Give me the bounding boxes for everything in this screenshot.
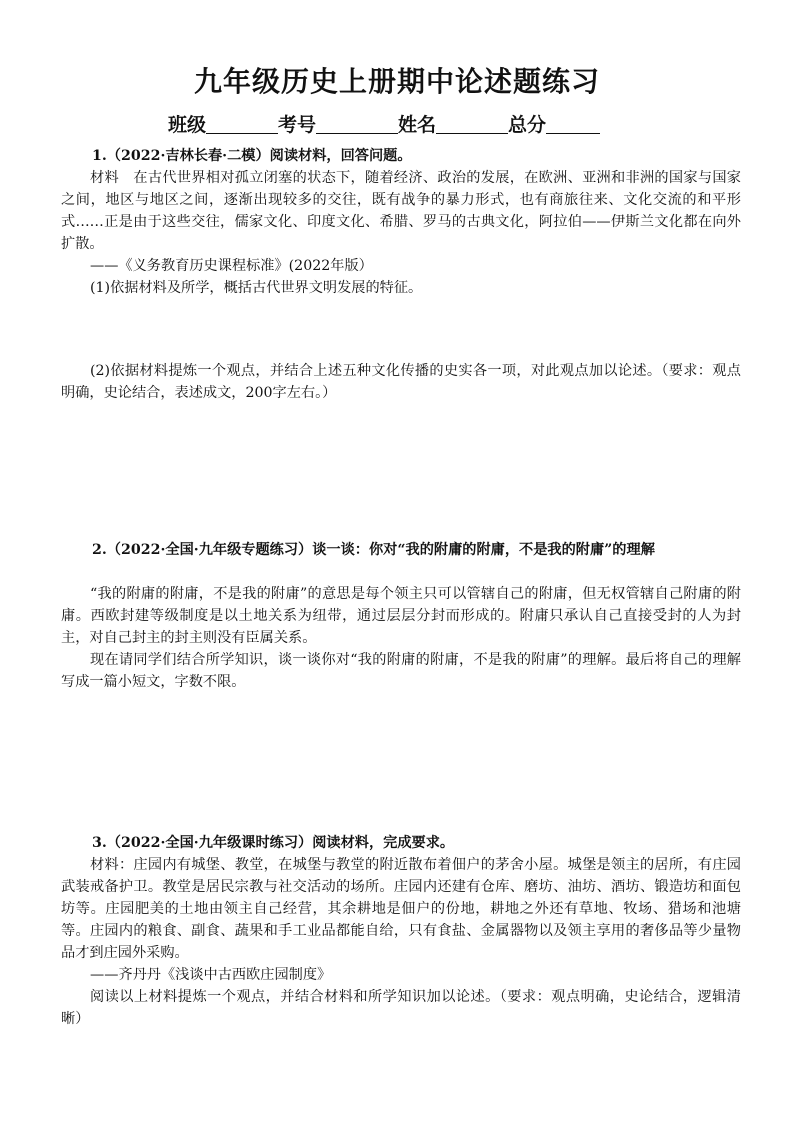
q2-paragraph-1: “我的附庸的附庸，不是我的附庸”的意思是每个领主只可以管辖自己的附庸，但无权管辖自己附庸的附庸。西欧封建等级制度是以土地关系为纽带，通过层层分封而形成的。附庸只承认自己直接受封的人为封主，对自己封主的封主则没有臣属关系。: [61, 586, 741, 646]
student-info-row: [168, 111, 638, 139]
q3-task: 阅读以上材料提炼一个观点，并结合材料和所学知识加以论述。（要求：观点明确，史论结合，逻辑清晰）: [61, 989, 741, 1027]
q2-paragraph-2: 现在请同学们结合所学知识，谈一谈你对“我的附庸的附庸，不是我的附庸”的理解。最后将自己的理解写成一篇小短文，字数不限。: [61, 652, 741, 690]
number-label: 考号: [278, 114, 317, 136]
q1-subquestion-2: (2)依据材料提炼一个观点，并结合上述五种文化传播的史实各一项，对此观点加以论述。（要求：观点明确，史论结合，表述成文，200字左右。）: [61, 363, 741, 401]
q1-material: 材料 在古代世界相对孤立闭塞的状态下，随着经济、政治的发展，在欧洲、亚洲和非洲的国家与国家之间，地区与地区之间，逐渐出现较多的交往，既有战争的暴力形式，也有商旅往来、文化交流的和平形式……正是由于这些交往，儒家文化、印度文化、希腊、罗马的古典文化，阿拉伯——伊斯兰文化都在向外扩散。: [61, 170, 741, 252]
name-label: 姓名: [398, 114, 437, 136]
q2-header-text: 2.（2022·全国·九年级专题练习）谈一谈：你对“我的附庸的附庸，不是我的附庸”的理解: [92, 542, 655, 558]
name-blank[interactable]: [436, 113, 508, 134]
class-label: 班级: [168, 114, 207, 136]
score-blank[interactable]: [546, 113, 600, 134]
q1-header: 1.（2022·吉林长春·二模）阅读材料，回答问题。: [92, 148, 412, 164]
q3-material: 材料：庄园内有城堡、教堂，在城堡与教堂的附近散布着佃户的茅舍小屋。城堡是领主的居所，有庄园武装戒备护卫。教堂是居民宗教与社交活动的场所。庄园内还建有仓库、磨坊、油坊、酒坊、锻造坊和面包坊等。庄园肥美的土地由领主自己经营，其余耕地是佃户的份地，耕地之外还有草地、牧场、猎场和池塘等。庄园内的粮食、副食、蔬果和手工业品都能自给，只有食盐、金属器物以及领主享用的奢侈品等少量物品才到庄园外采购。: [61, 857, 741, 961]
q3-header: 3.（2022·全国·九年级课时练习）阅读材料，完成要求。: [92, 835, 455, 851]
q2-header: [61, 539, 741, 561]
q1-source: ——《义务教育历史课程标准》(2022年版）: [90, 258, 373, 274]
number-blank[interactable]: [316, 113, 398, 134]
score-label: 总分: [508, 114, 547, 136]
page-title: 九年级历史上册期中论述题练习: [193, 65, 600, 98]
q3-source: ——齐丹丹《浅谈中古西欧庄园制度》: [90, 967, 332, 983]
class-blank[interactable]: [206, 113, 278, 134]
q1-subquestion-1: (1)依据材料及所学，概括古代世界文明发展的特征。: [90, 280, 423, 296]
